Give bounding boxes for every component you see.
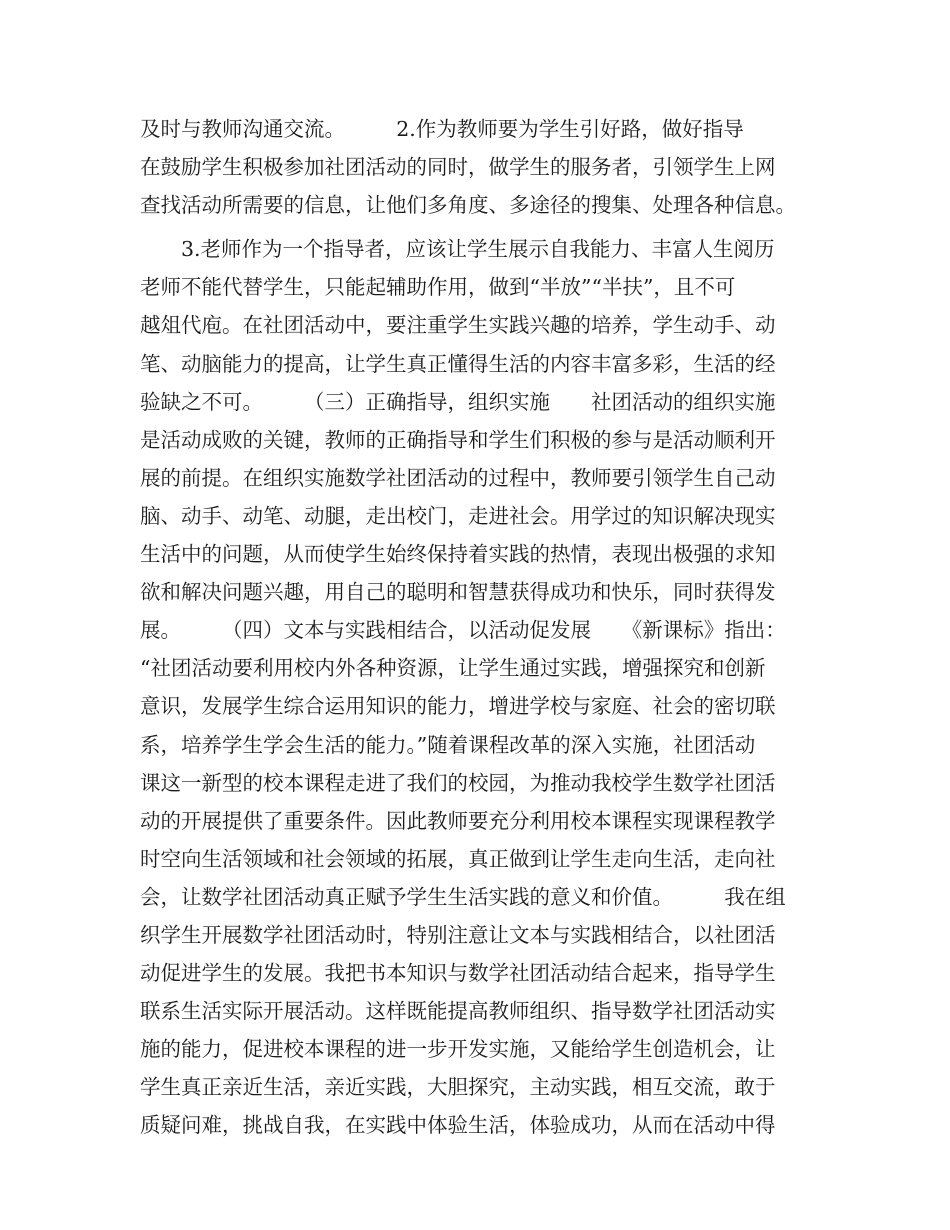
text-line: 展。 （四）文本与实践相结合，以活动促发展 《新课标》指出： [140, 618, 786, 643]
text-line: 脑、动手、动笔、动腿，走出校门，走进社会。用学过的知识解决现实 [140, 503, 776, 528]
text-line: “社团活动要利用校内外各种资源，让学生通过实践，增强探究和创新 [140, 656, 766, 681]
text-line: 课这一新型的校本课程走进了我们的校园，为推动我校学生数学社团活 [140, 770, 776, 795]
text-line: 学生真正亲近生活，亲近实践，大胆探究，主动实践，相互交流，敢于 [140, 1075, 776, 1100]
text-line: 老师不能代替学生，只能起辅助作用，做到“半放”“半扶”，且不可 [140, 275, 736, 300]
text-line: 越俎代庖。在社团活动中，要注重学生实践兴趣的培养，学生动手、动 [140, 313, 776, 338]
text-line: 查找活动所需要的信息，让他们多角度、多途径的搜集、处理各种信息。 [140, 193, 796, 218]
text-line: 展的前提。在组织实施数学社团活动的过程中，教师要引领学生自己动 [140, 465, 776, 490]
text-line: 及时与教师沟通交流。 2.作为教师要为学生引好路，做好指导 [140, 117, 744, 141]
text-line: 系，培养学生学会生活的能力。”随着课程改革的深入实施，社团活动 [140, 732, 756, 757]
text-line: 施的能力，促进校本课程的进一步开发实施，又能给学生创造机会，让 [140, 1037, 776, 1062]
text-line: 是活动成败的关键，教师的正确指导和学生们积极的参与是活动顺利开 [140, 427, 776, 452]
body-text [140, 110, 830, 1145]
text-line: 在鼓励学生积极参加社团活动的同时，做学生的服务者，引领学生上网 [140, 155, 776, 180]
text-line: 联系生活实际开展活动。这样既能提高教师组织、指导数学社团活动实 [140, 999, 776, 1024]
text-line: 3.老师作为一个指导者，应该让学生展示自我能力、丰富人生阅历 [181, 237, 775, 262]
text-line: 时空向生活领域和社会领域的拓展，真正做到让学生走向生活，走向社 [140, 846, 776, 871]
text-line: 意识，发展学生综合运用知识的能力，增进学校与家庭、社会的密切联 [140, 694, 776, 719]
text-line: 动促进学生的发展。我把书本知识与数学社团活动结合起来，指导学生 [140, 961, 776, 986]
text-line: 验缺之不可。 （三）正确指导，组织实施 社团活动的组织实施 [140, 389, 776, 414]
text-line: 笔、动脑能力的提高，让学生真正懂得生活的内容丰富多彩，生活的经 [140, 351, 776, 376]
text-line: 质疑问难，挑战自我，在实践中体验生活，体验成功，从而在活动中得 [140, 1113, 776, 1138]
text-line: 会，让数学社团活动真正赋予学生生活实践的意义和价值。 我在组 [140, 884, 786, 909]
text-line: 织学生开展数学社团活动时，特别注意让文本与实践相结合，以社团活 [140, 922, 776, 947]
text-line: 生活中的问题，从而使学生始终保持着实践的热情，表现出极强的求知 [140, 542, 776, 567]
text-line: 欲和解决问题兴趣，用自己的聪明和智慧获得成功和快乐，同时获得发 [140, 580, 776, 605]
text-line: 动的开展提供了重要条件。因此教师要充分利用校本课程实现课程教学 [140, 808, 776, 833]
